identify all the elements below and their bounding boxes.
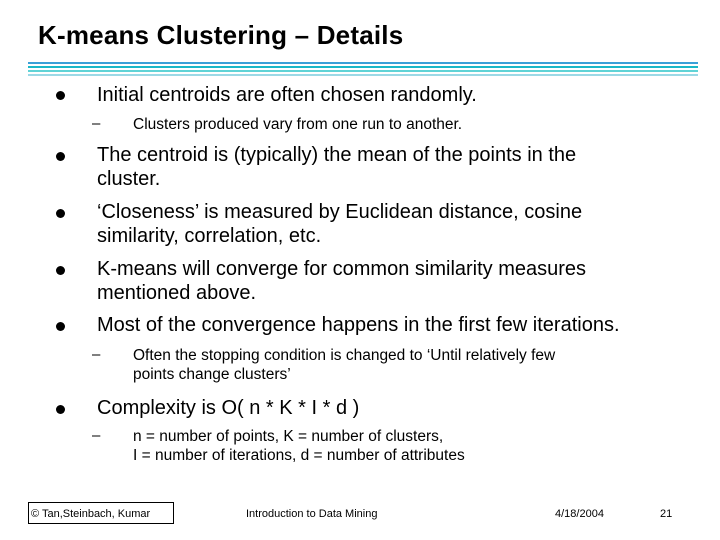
title-rule-1 bbox=[28, 62, 698, 64]
bullet-line: ‘Closeness’ is measured by Euclidean distance, cosine bbox=[97, 201, 583, 223]
bullet-line: mentioned above. bbox=[97, 282, 257, 304]
sub-text bbox=[133, 427, 465, 465]
footer-copyright: © Tan,Steinbach, Kumar bbox=[31, 508, 151, 520]
bullet-line: K-means will converge for common similarity measures bbox=[97, 258, 587, 280]
bullet-line: cluster. bbox=[97, 168, 161, 190]
slide-title: K-means Clustering – Details bbox=[38, 20, 404, 50]
bullet-dot bbox=[56, 266, 65, 275]
footer-date: 4/18/2004 bbox=[555, 508, 604, 520]
sub-line: n = number of points, K = number of clusters, bbox=[133, 428, 444, 445]
bullet-text: Complexity is O( n * K * I * d ) bbox=[97, 397, 360, 419]
bullet-dot bbox=[56, 152, 65, 161]
bullet-line: similarity, correlation, etc. bbox=[97, 225, 322, 247]
bullet-dot bbox=[56, 405, 65, 414]
bullet-text: Most of the convergence happens in the first few iterations. bbox=[97, 314, 620, 336]
bullet-dot bbox=[56, 209, 65, 218]
title-rule-3 bbox=[28, 70, 698, 72]
bullet-dot bbox=[56, 91, 65, 100]
bullet-dot bbox=[56, 322, 65, 331]
sub-dash: – bbox=[92, 115, 101, 132]
bullet-line: The centroid is (typically) the mean of the points in the bbox=[97, 144, 577, 166]
sub-dash: – bbox=[92, 346, 101, 363]
footer-book-title: Introduction to Data Mining bbox=[246, 508, 378, 520]
bullet-text: Initial centroids are often chosen randomly. bbox=[97, 84, 477, 106]
bullet-text bbox=[97, 143, 576, 191]
sub-dash: – bbox=[92, 427, 101, 444]
footer-page-number: 21 bbox=[660, 508, 673, 520]
bullet-text bbox=[97, 257, 586, 305]
sub-line: points change clusters’ bbox=[133, 366, 291, 383]
title-rule-4 bbox=[28, 74, 698, 76]
sub-text bbox=[133, 346, 555, 384]
sub-line: I = number of iterations, d = number of attributes bbox=[133, 447, 465, 464]
sub-text: Clusters produced vary from one run to another. bbox=[133, 116, 463, 133]
title-rule-2 bbox=[28, 66, 698, 68]
bullet-text bbox=[97, 200, 582, 248]
sub-line: Often the stopping condition is changed to ‘Until relatively few bbox=[133, 347, 556, 364]
